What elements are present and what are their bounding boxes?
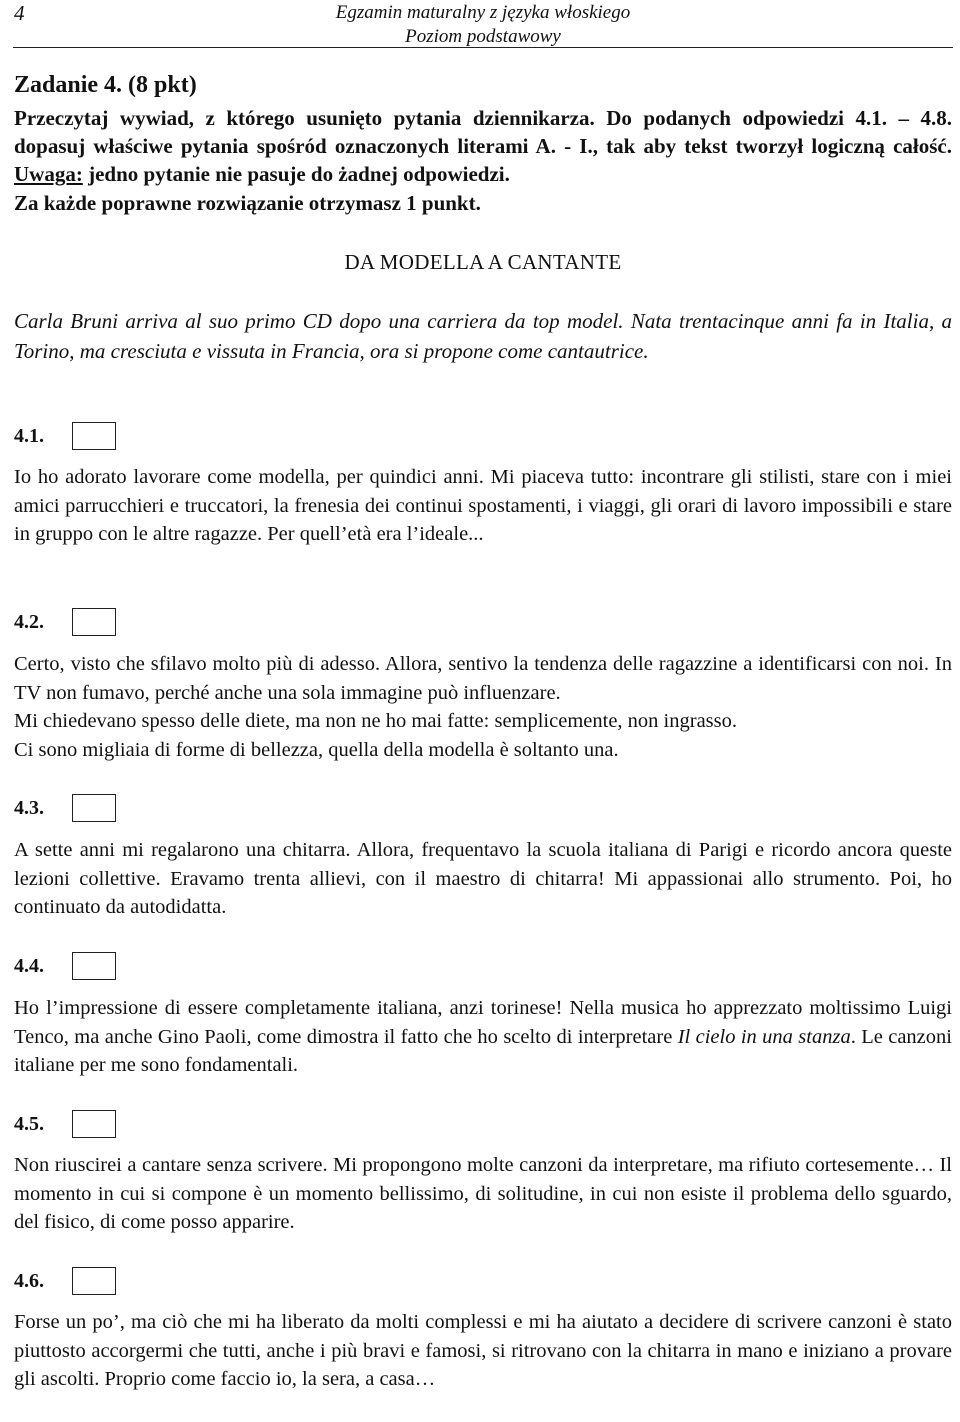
- note-text: jedno pytanie nie pasuje do żadnej odpowiedzi.: [82, 162, 510, 187]
- note-label: Uwaga:: [14, 162, 83, 187]
- instruction-text: Przeczytaj wywiad, z którego usunięto pytania dziennikarza. Do podanych odpowiedzi 4.1. – 4.8. dopasuj właściwe pytania spośród oznaczonych literami A. - I., tak aby tekst tworzył logiczną całość.: [14, 106, 952, 159]
- header-title-line2: Poziom podstawowy: [405, 26, 561, 47]
- answer-text: Ho l’impressione di essere completamente italiana, anzi torinese! Nella musica ho apprezzato moltissimo Luigi Tenco, ma anche Gino Paoli, come dimostra il fatto che ho scelto di interpretare: [14, 997, 952, 1048]
- answer-text-4-2: [14, 650, 952, 765]
- answer-box[interactable]: [72, 422, 116, 450]
- answer-text-4-1: Io ho adorato lavorare come modella, per quindici anni. Mi piaceva tutto: incontrare gli stilisti, stare con i miei amici parrucchieri e truccatori, la frenesia dei continui spostamenti, i viaggi, gli orari di lavoro impossibili e stare in gruppo con le altre ragazze. Per quell’età era l’ideale...: [14, 466, 952, 546]
- answer-paragraph: Certo, visto che sfilavo molto più di adesso. Allora, sentivo la tendenza delle ragazzine a identificarsi con noi. In TV non fumavo, perché anche una sola immagine può influenzare.: [14, 653, 952, 704]
- question-label: 4.4.: [14, 954, 44, 977]
- answer-text-4-6: Forse un po’, ma ciò che mi ha liberato da molti complessi e mi ha aiutato a decidere di scrivere canzoni è stato piuttosto accorgermi che tutti, anche i più bravi e famosi, si ritrovano con la chitarra in mano e iniziano a provare gli ascolti. Proprio come faccio io, la sera, a casa…: [14, 1311, 952, 1391]
- article-intro: Carla Bruni arriva al suo primo CD dopo una carriera da top model. Nata trentacinque anni fa in Italia, a Torino, ma cresciuta e vissuta in Francia, ora si propone come cantautrice.: [14, 309, 952, 363]
- exam-page: [13, 0, 953, 1391]
- answer-text-end: . Le canzoni italiane per me sono fondamentali.: [14, 1025, 952, 1077]
- answer-slot-4-4: [14, 950, 116, 982]
- answer-line: Mi chiedevano spesso delle diete, ma non ne ho mai fatte: semplicemente, non ingrasso.: [14, 710, 737, 733]
- answer-slot-4-1: [14, 420, 116, 452]
- answer-slot-4-5: [14, 1108, 116, 1140]
- answer-slot-4-2: [14, 606, 116, 638]
- question-label: 4.3.: [14, 796, 44, 819]
- answer-box[interactable]: [72, 1267, 116, 1295]
- task-title: Zadanie 4. (8 pkt): [14, 72, 197, 98]
- answer-slot-4-3: [14, 792, 116, 824]
- answer-line: Ci sono migliaia di forme di bellezza, quella della modella è soltanto una.: [14, 739, 619, 762]
- answer-box[interactable]: [72, 794, 116, 822]
- page-header: [13, 0, 953, 47]
- header-divider: [13, 47, 953, 48]
- question-label: 4.1.: [14, 424, 44, 447]
- article-title: DA MODELLA A CANTANTE: [344, 250, 622, 274]
- header-title: [13, 1, 953, 49]
- question-label: 4.6.: [14, 1269, 44, 1292]
- answer-slot-4-6: [14, 1265, 116, 1297]
- answer-text-4-3: A sette anni mi regalarono una chitarra. Allora, frequentavo la scuola italiana di Parigi e ricordo ancora queste lezioni collettive. Eravamo trenta allievi, con il maestro di chitarra! Mi appassionai allo strumento. Poi, ho continuato da autodidatta.: [14, 839, 952, 919]
- song-title: Il cielo in una stanza: [677, 1025, 851, 1048]
- task-instructions: [14, 104, 952, 217]
- scoring-note: Za każde poprawne rozwiązanie otrzymasz 1 punkt.: [14, 190, 481, 215]
- answer-box[interactable]: [72, 608, 116, 636]
- answer-box[interactable]: [72, 952, 116, 980]
- header-title-line1: Egzamin maturalny z języka włoskiego: [335, 2, 631, 23]
- answer-box[interactable]: [72, 1110, 116, 1138]
- question-label: 4.5.: [14, 1112, 44, 1135]
- page-number: 4: [14, 1, 25, 25]
- question-label: 4.2.: [14, 610, 44, 633]
- answer-text-4-5: Non riuscirei a cantare senza scrivere. Mi propongono molte canzoni da interpretare, ma rifiuto cortesemente… Il momento in cui si compone è un momento bellissimo, di solitudine, in cui non esiste il problema dello sguardo, del fisico, di come posso apparire.: [14, 1154, 952, 1234]
- answer-text-4-4: [14, 994, 952, 1080]
